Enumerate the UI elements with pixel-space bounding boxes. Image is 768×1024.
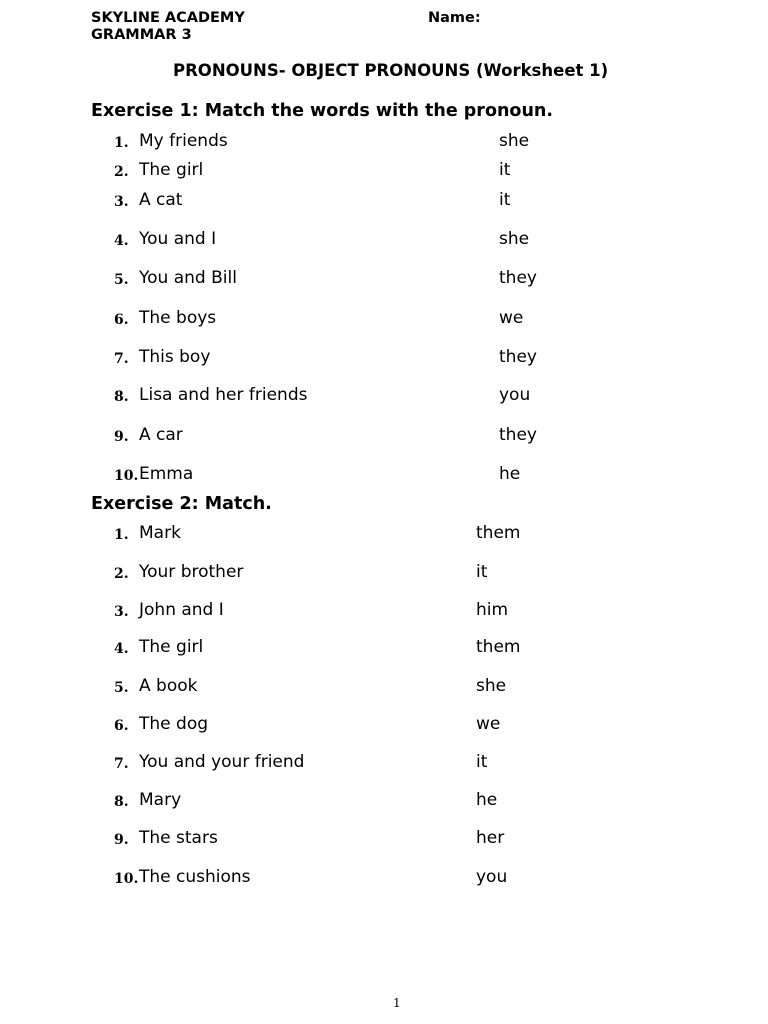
exercise2-item-number: 7. <box>114 756 129 772</box>
exercise2-item-number: 5. <box>114 680 129 696</box>
exercise1-item-word: A car <box>139 425 183 445</box>
exercise1-item-word: Lisa and her friends <box>139 385 308 405</box>
worksheet-title: PRONOUNS- OBJECT PRONOUNS (Worksheet 1) <box>173 61 609 80</box>
exercise1-item-number: 6. <box>114 312 129 328</box>
exercise1-item-word: This boy <box>139 347 211 367</box>
exercise2-item-pronoun: her <box>476 828 505 848</box>
exercise1-item-word: You and I <box>139 229 217 249</box>
exercise2-item-word: John and I <box>139 600 224 620</box>
exercise2-item-number: 10. <box>114 871 139 887</box>
exercise2-title: Exercise 2: Match. <box>91 494 272 514</box>
exercise1-item-pronoun: they <box>499 347 537 367</box>
exercise1-item-pronoun: she <box>499 131 530 151</box>
exercise1-item-pronoun: she <box>499 229 530 249</box>
exercise2-item-word: You and your friend <box>139 752 305 772</box>
page-number: 1 <box>393 996 401 1010</box>
exercise1-item-word: You and Bill <box>139 268 237 288</box>
exercise2-item-number: 1. <box>114 527 129 543</box>
exercise1-item-number: 9. <box>114 429 129 445</box>
exercise2-item-word: Your brother <box>139 562 244 582</box>
school-name: SKYLINE ACADEMY <box>91 10 245 26</box>
exercise1-item-word: My friends <box>139 131 228 151</box>
exercise1-item-pronoun: it <box>499 190 511 210</box>
exercise1-item-pronoun: we <box>499 308 524 328</box>
exercise1-title: Exercise 1: Match the words with the pronoun. <box>91 101 554 121</box>
exercise2-item-pronoun: it <box>476 562 488 582</box>
exercise1-item-number: 2. <box>114 164 129 180</box>
exercise1-item-number: 7. <box>114 351 129 367</box>
exercise1-item-word: The boys <box>139 308 217 328</box>
exercise2-item-pronoun: he <box>476 790 498 810</box>
exercise2-item-word: A book <box>139 676 198 696</box>
exercise1-item-number: 4. <box>114 233 129 249</box>
exercise1-item-pronoun: it <box>499 160 511 180</box>
exercise2-item-word: The girl <box>139 637 204 657</box>
exercise2-item-pronoun: you <box>476 867 508 887</box>
exercise2-item-pronoun: them <box>476 523 521 543</box>
exercise2-item-number: 6. <box>114 718 129 734</box>
exercise1-item-pronoun: they <box>499 268 537 288</box>
exercise2-item-pronoun: it <box>476 752 488 772</box>
exercise2-item-word: The cushions <box>139 867 251 887</box>
exercise1-item-word: Emma <box>139 464 194 484</box>
exercise2-item-word: The dog <box>139 714 209 734</box>
exercise1-item-pronoun: they <box>499 425 537 445</box>
exercise1-item-pronoun: he <box>499 464 521 484</box>
exercise2-item-number: 4. <box>114 641 129 657</box>
exercise2-item-pronoun: him <box>476 600 509 620</box>
exercise2-item-pronoun: she <box>476 676 507 696</box>
exercise1-item-number: 3. <box>114 194 129 210</box>
exercise2-item-word: Mary <box>139 790 182 810</box>
exercise2-item-word: The stars <box>139 828 218 848</box>
exercise2-item-number: 9. <box>114 832 129 848</box>
exercise2-item-word: Mark <box>139 523 181 543</box>
exercise1-item-word: The girl <box>139 160 204 180</box>
exercise1-item-number: 5. <box>114 272 129 288</box>
exercise2-item-number: 2. <box>114 566 129 582</box>
exercise1-item-number: 10. <box>114 468 139 484</box>
exercise1-item-word: A cat <box>139 190 183 210</box>
class-name: GRAMMAR 3 <box>91 27 192 43</box>
exercise1-item-pronoun: you <box>499 385 531 405</box>
exercise1-item-number: 8. <box>114 389 129 405</box>
exercise2-item-number: 8. <box>114 794 129 810</box>
exercise1-item-number: 1. <box>114 135 129 151</box>
exercise2-item-number: 3. <box>114 604 129 620</box>
name-label: Name: <box>428 10 481 26</box>
exercise2-item-pronoun: we <box>476 714 501 734</box>
exercise2-item-pronoun: them <box>476 637 521 657</box>
